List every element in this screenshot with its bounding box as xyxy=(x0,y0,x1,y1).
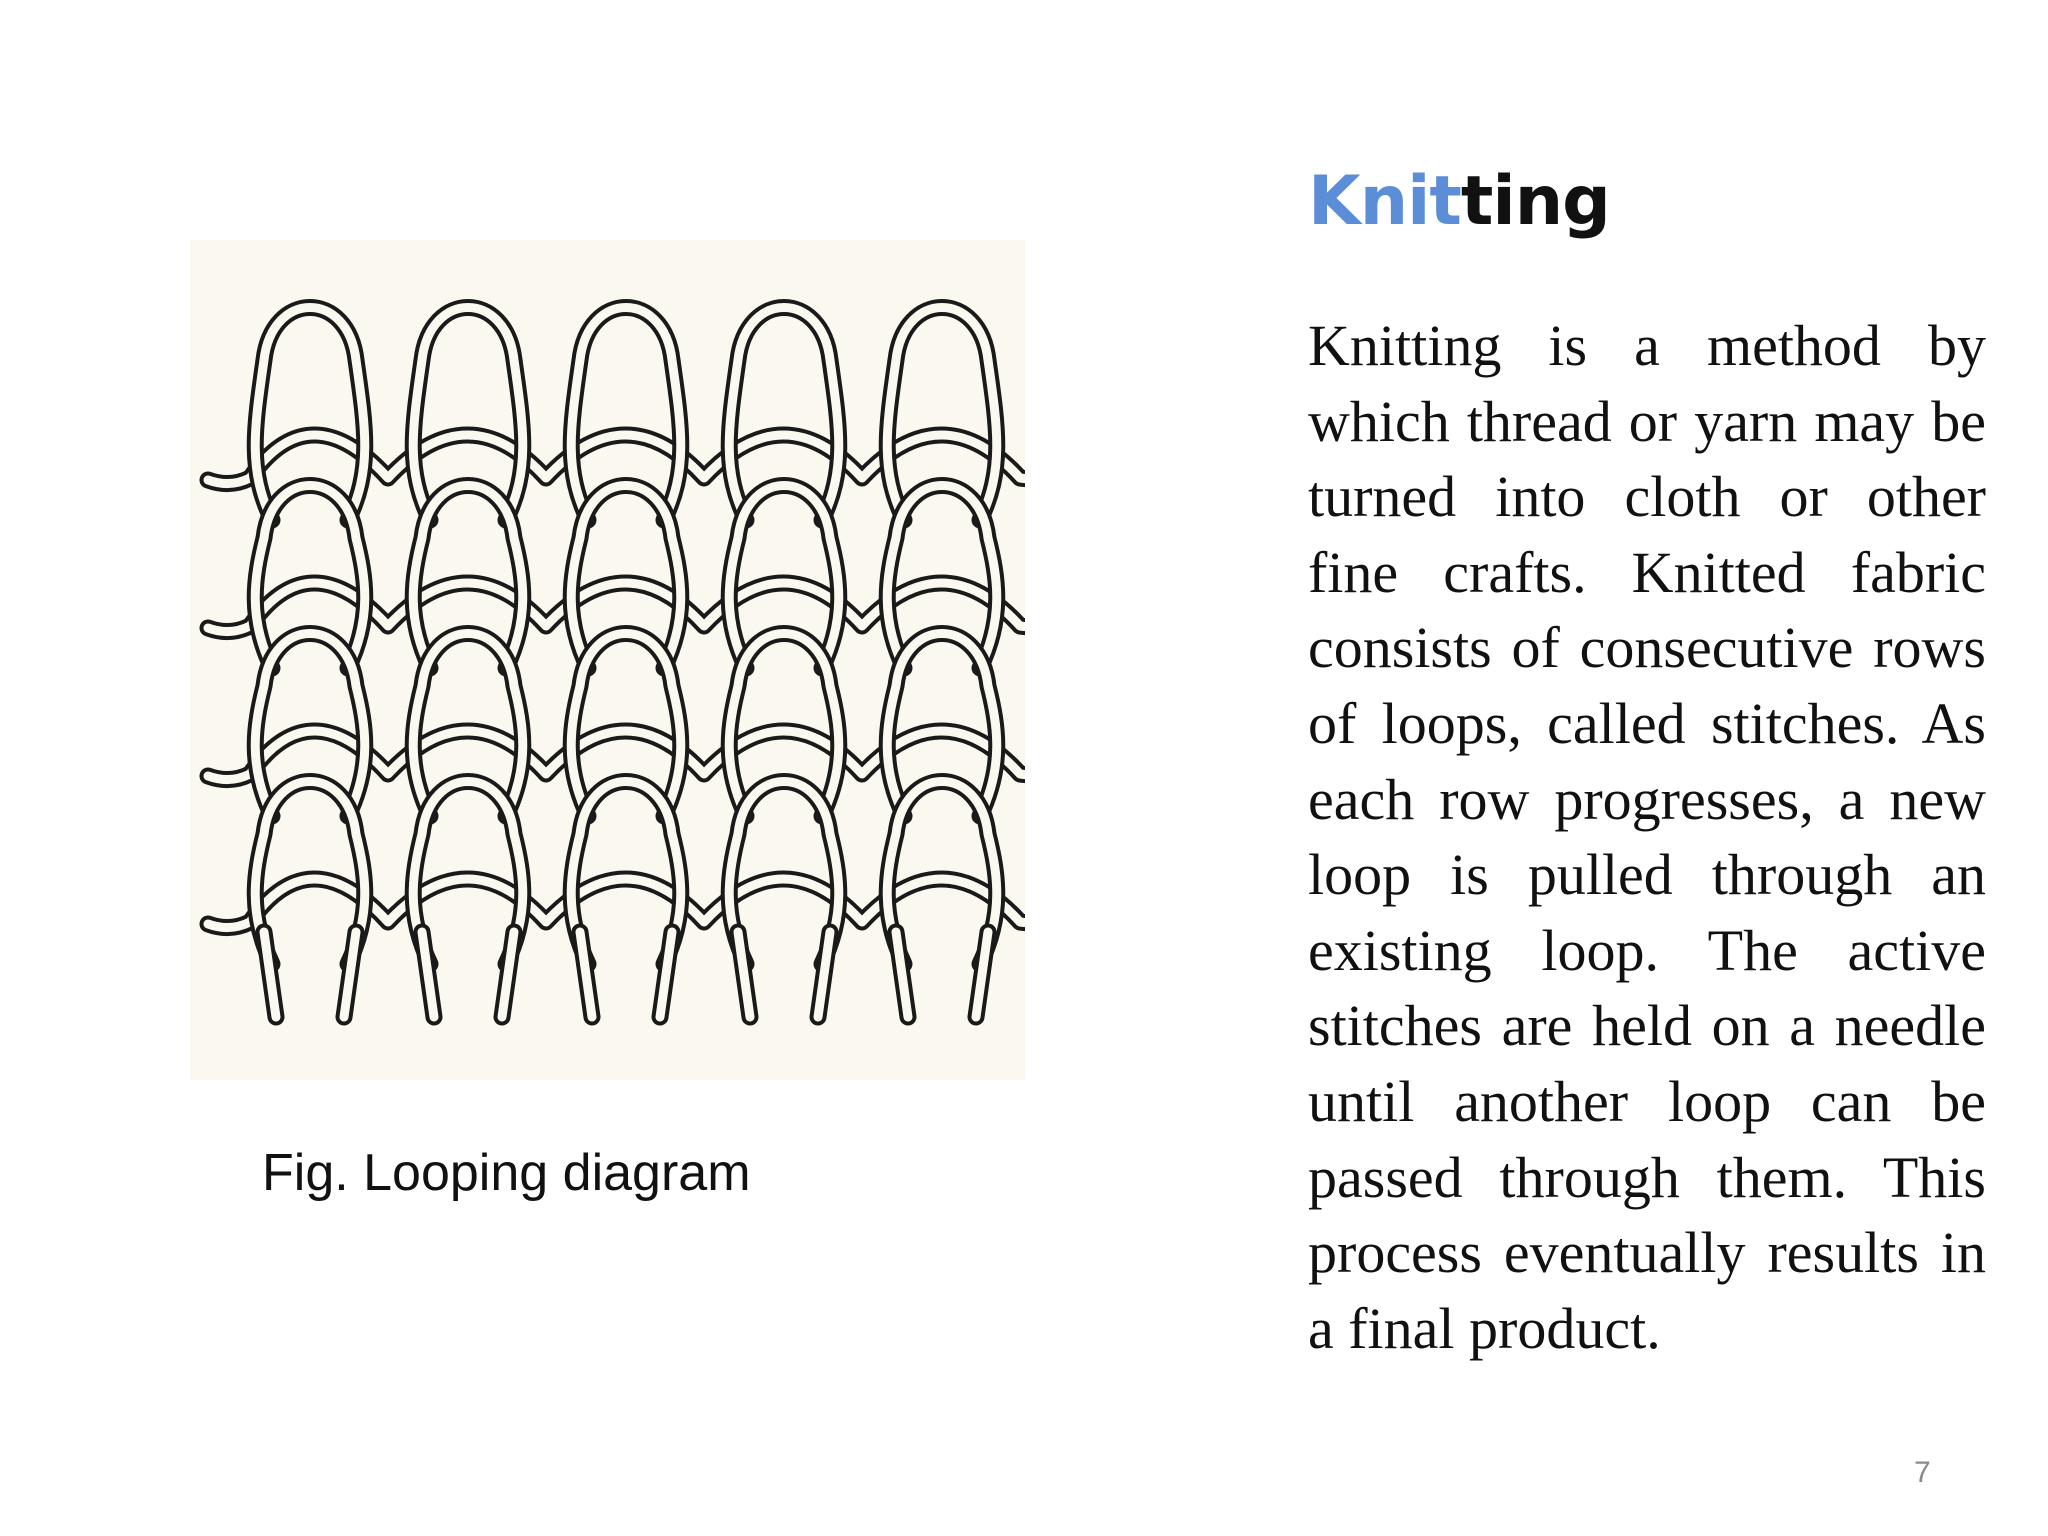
course-yarn-1 xyxy=(208,435,1025,484)
body-paragraph: Knitting is a method by which thread or yarn may be turned into cloth or other fine crafts. Knitted fabric consists of consecutive rows of loops, called stitches. As each row progresses, a new loop is pulled through an existing loop. The active stitches are held on a needle until another loop can be passed through them. This process eventually results in a final product. xyxy=(1308,313,1986,1361)
wale-ends-5 xyxy=(896,932,988,1017)
slide-title xyxy=(1308,162,1610,241)
wale-ends-1 xyxy=(264,932,356,1017)
looping-diagram-drawing xyxy=(190,240,1025,1080)
figure-caption: Fig. Looping diagram xyxy=(262,1144,751,1202)
looping-diagram xyxy=(190,240,1025,1080)
slide-title-rest: ting xyxy=(1460,162,1610,241)
page-number: 7 xyxy=(1914,1456,1931,1489)
wale-ends-2 xyxy=(422,932,514,1017)
course-yarn-2 xyxy=(208,583,1025,632)
wale-ends-3 xyxy=(580,932,672,1017)
course-yarn-3 xyxy=(208,731,1025,780)
course-yarn-4 xyxy=(208,879,1025,928)
wale-ends-4 xyxy=(738,932,830,1017)
slide-title-accent: Knit xyxy=(1308,162,1461,241)
